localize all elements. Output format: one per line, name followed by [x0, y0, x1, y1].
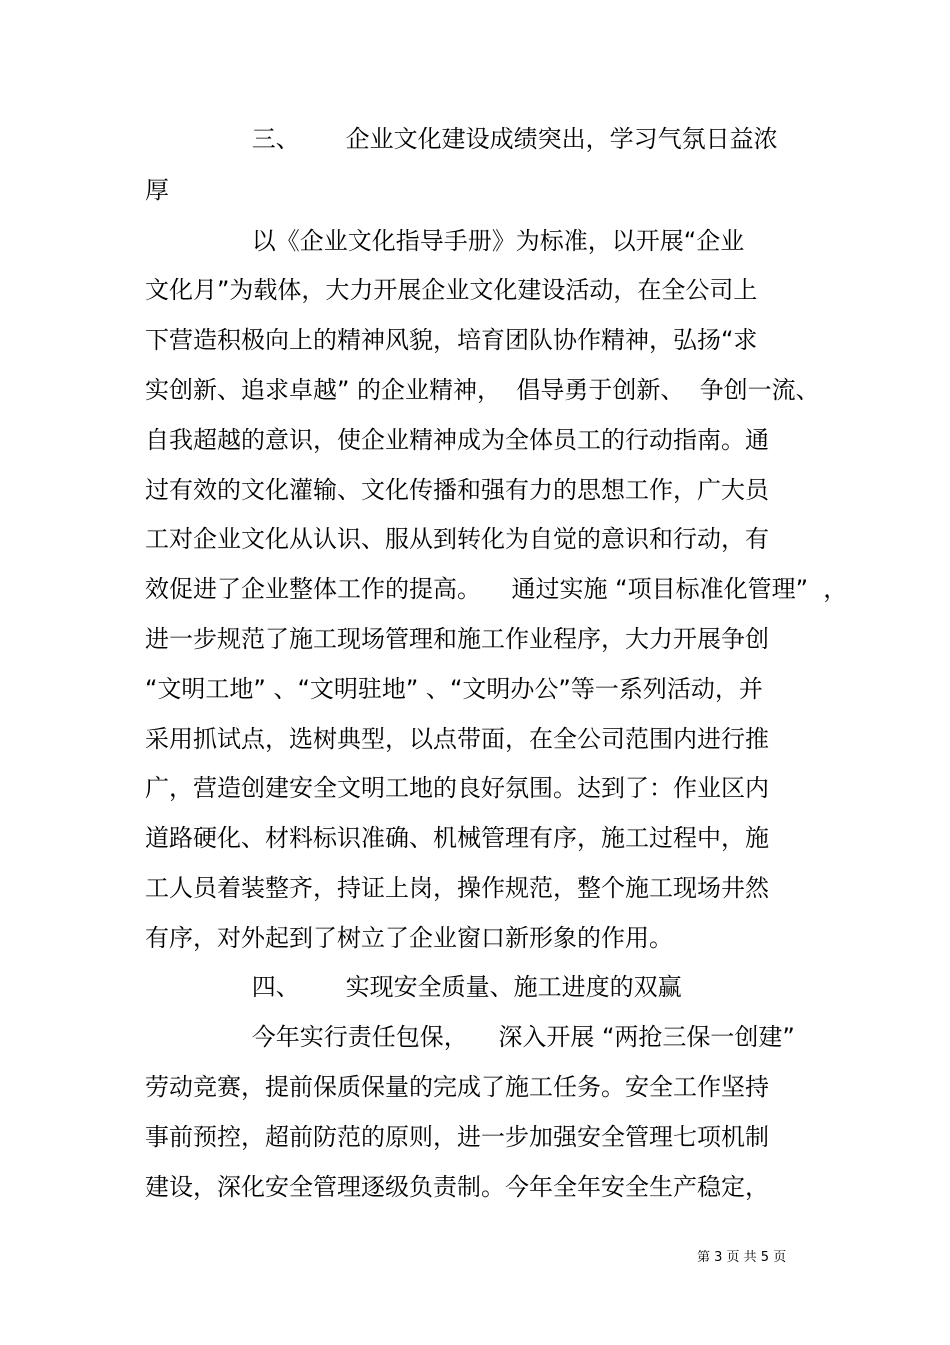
text-line: 下营造积极向上的精神风貌，培育团队协作精神，弘扬“求	[145, 326, 758, 354]
text-line: 自我超越的意识，使企业精神成为全体员工的行动指南。通	[145, 426, 769, 454]
text-line: 文化月”为载体，大力开展企业文化建设活动，在全公司上	[145, 276, 758, 304]
page-number: 第 3 页 共 5 页	[697, 1250, 787, 1265]
text-line: 道路硬化、材料标识准确、机械管理有序，施工过程中，施	[145, 824, 769, 852]
text-line: 今年实行责任包保， 深入开展 “两抢三保一创建”	[145, 1023, 795, 1051]
text-line: “文明工地” 、“文明驻地” 、“文明办公”等一系列活动，并	[145, 675, 763, 703]
text-line: 厚	[145, 176, 169, 204]
text-line: 过有效的文化灌输、文化传播和强有力的思想工作，广大员	[145, 476, 769, 504]
text-line: 进一步规范了施工现场管理和施工作业程序，大力开展争创	[145, 625, 769, 653]
text-line: 广，营造创建安全文明工地的良好氛围。达到了：作业区内	[145, 774, 769, 802]
text-line: 效促进了企业整体工作的提高。 通过实施 “项目标准化管理” ，	[145, 575, 848, 603]
text-line: 工对企业文化从认识、服从到转化为自觉的意识和行动，有	[145, 525, 769, 553]
text-line: 事前预控，超前防范的原则，进一步加强安全管理七项机制	[145, 1123, 769, 1151]
section-heading-3: 三、 企业文化建设成绩突出，学习气氛日益浓	[145, 125, 778, 153]
text-line: 采用抓试点，选树典型，以点带面，在全公司范围内进行推	[145, 725, 769, 753]
text-line: 建设，深化安全管理逐级负责制。今年全年安全生产稳定，	[145, 1173, 769, 1201]
text-line: 实创新、追求卓越” 的企业精神， 倡导勇于创新、 争创一流、	[145, 376, 820, 404]
text-line: 以《企业文化指导手册》为标准，以开展“企业	[145, 227, 745, 255]
text-line: 劳动竞赛，提前保质保量的完成了施工任务。安全工作坚持	[145, 1073, 769, 1101]
text-line: 工人员着装整齐，持证上岗，操作规范，整个施工现场井然	[145, 874, 769, 902]
text-line: 有序，对外起到了树立了企业窗口新形象的作用。	[145, 924, 673, 952]
section-heading-4: 四、 实现安全质量、施工进度的双赢	[145, 973, 682, 1001]
